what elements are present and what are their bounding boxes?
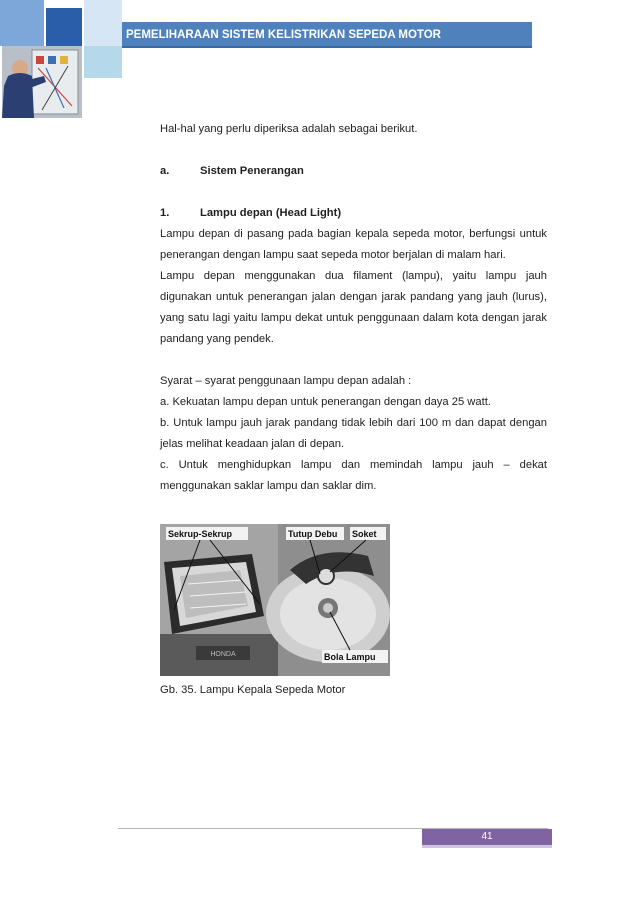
header-decor-square — [46, 8, 82, 46]
section-heading — [160, 161, 547, 182]
section-number: a. — [160, 165, 170, 177]
header-decor-square — [84, 46, 122, 78]
requirement-item: b. Untuk lampu jauh jarak pandang tidak lebih dari 100 m dan dapat dengan jelas melihat keadaan jalan di depan. — [160, 417, 547, 450]
page-number: 41 — [422, 829, 552, 845]
subsection-title: Lampu depan (Head Light) — [200, 207, 342, 219]
paragraph: Lampu depan menggunakan dua filament (lampu), yaitu lampu jauh digunakan untuk penerangan jalan dengan jarak pandang yang jauh (lurus), yang satu lagi yaitu lampu dekat untuk penggunaan dalam kota dengan jarak pandang yang pendek. — [160, 270, 547, 345]
subsection-number: 1. — [160, 207, 170, 219]
header-decor-square — [84, 0, 122, 46]
requirement-item: c. Untuk menghidupkan lampu dan memindah lampu jauh – dekat menggunakan saklar lampu dan saklar dim. — [160, 459, 547, 492]
page-content — [160, 119, 547, 497]
intro-text: Hal-hal yang perlu diperiksa adalah sebagai berikut. — [160, 123, 418, 135]
label-bulb: Bola Lampu — [324, 652, 376, 662]
label-screws: Sekrup-Sekrup — [168, 529, 233, 539]
label-socket: Soket — [352, 529, 377, 539]
subsection-heading — [160, 203, 547, 224]
requirement-item: a. Kekuatan lampu depan untuk penerangan dengan daya 25 watt. — [160, 396, 491, 408]
figure-caption: Gb. 35. Lampu Kepala Sepeda Motor — [160, 684, 346, 696]
header-title: PEMELIHARAAN SISTEM KELISTRIKAN SEPEDA MOTOR — [122, 22, 532, 48]
requirements-title: Syarat – syarat penggunaan lampu depan adalah : — [160, 375, 412, 387]
section-title: Sistem Penerangan — [200, 165, 304, 177]
paragraph: Lampu depan di pasang pada bagian kepala sepeda motor, berfungsi untuk penerangan dengan lampu saat sepeda motor berjalan di malam hari. — [160, 228, 547, 261]
footer-decor — [422, 845, 552, 848]
header-photo — [2, 46, 82, 118]
headlight-figure — [160, 524, 390, 676]
label-dust-cap: Tutup Debu — [288, 529, 338, 539]
header-decor-square — [0, 0, 44, 46]
brand-label: HONDA — [210, 651, 236, 658]
